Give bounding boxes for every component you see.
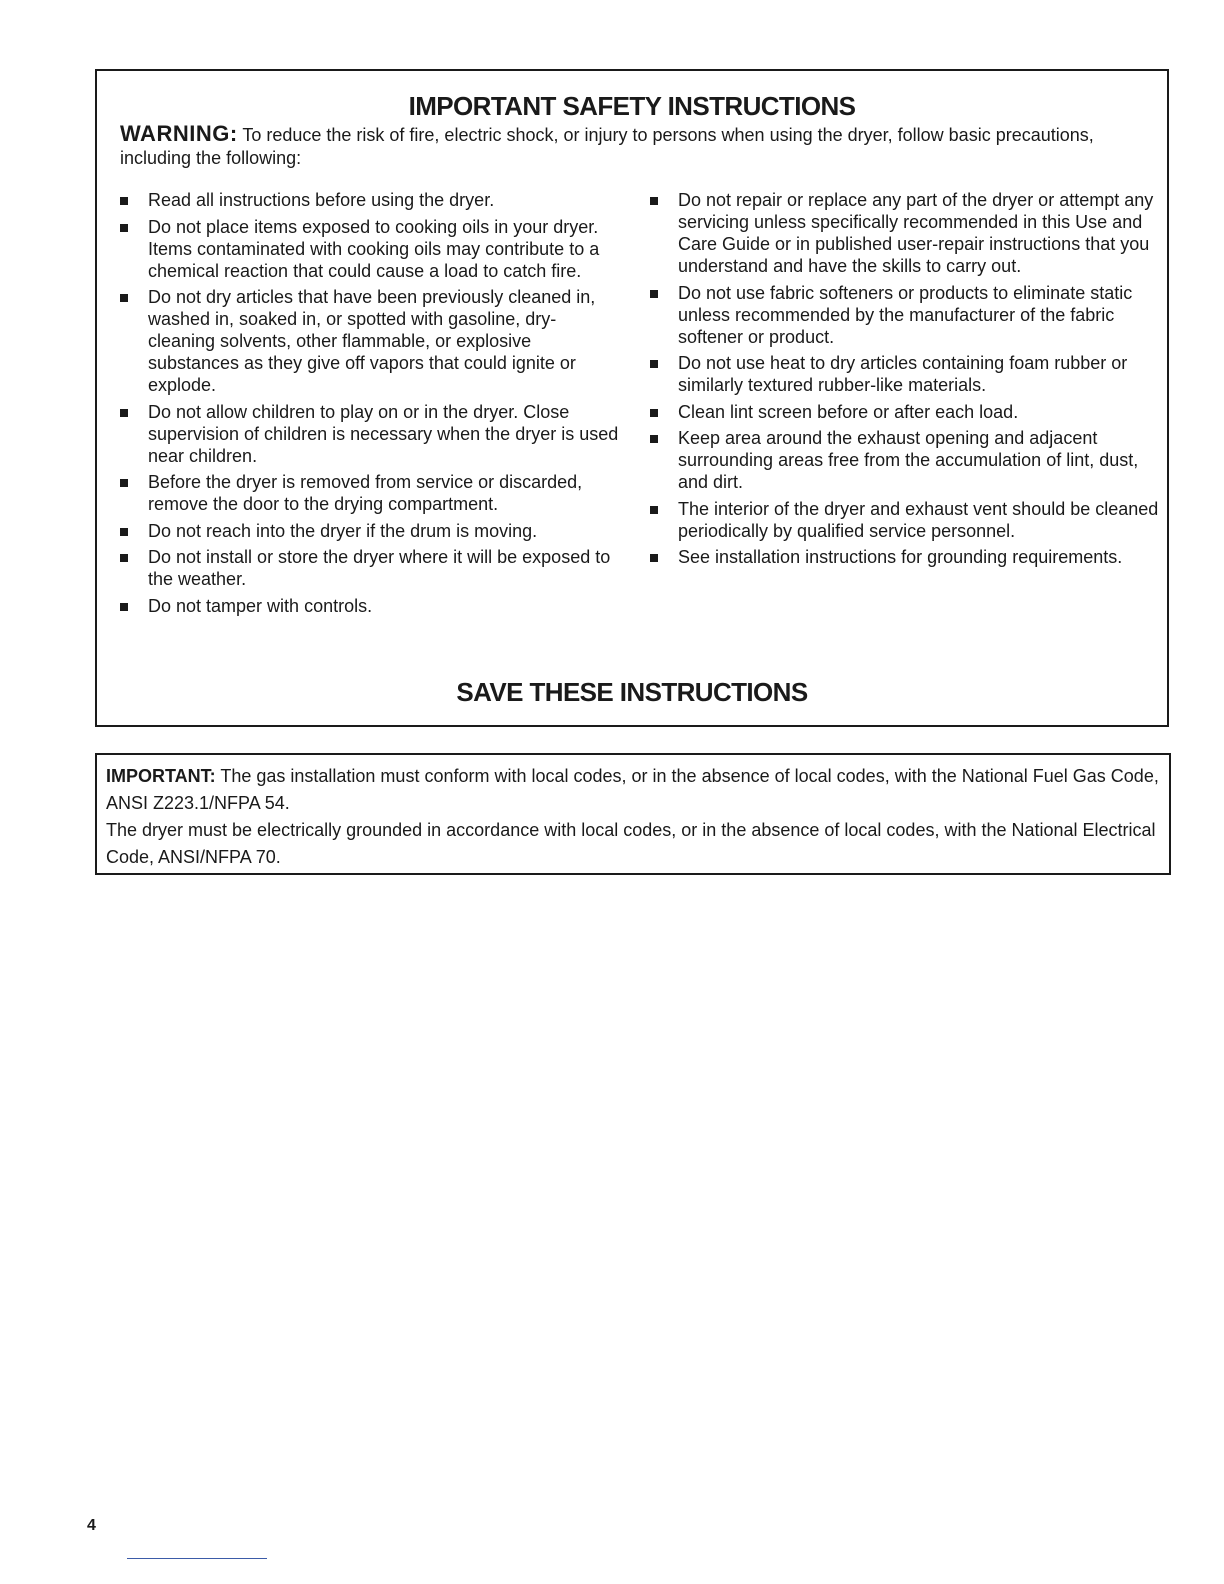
safety-instructions-box bbox=[95, 69, 1169, 727]
square-bullet-icon bbox=[120, 409, 128, 417]
warning-paragraph bbox=[120, 122, 1150, 170]
list-item-text: Before the dryer is removed from service or discarded, remove the door to the drying compartment. bbox=[148, 472, 583, 514]
important-label: IMPORTANT: bbox=[106, 766, 216, 786]
list-item bbox=[120, 471, 620, 515]
save-instructions-title: SAVE THESE INSTRUCTIONS bbox=[456, 677, 808, 707]
list-item bbox=[650, 401, 1160, 423]
square-bullet-icon bbox=[120, 224, 128, 232]
list-item-text: Do not place items exposed to cooking oils in your dryer. Items contaminated with cooking oils may contribute to a chemical reaction that could cause a load to catch fire. bbox=[148, 216, 600, 281]
square-bullet-icon bbox=[650, 409, 658, 417]
list-item-text: Do not use heat to dry articles containing foam rubber or similarly textured rubber-like materials. bbox=[678, 353, 1128, 395]
list-item bbox=[650, 189, 1160, 277]
square-bullet-icon bbox=[650, 506, 658, 514]
warning-text: To reduce the risk of fire, electric shock, or injury to persons when using the dryer, follow basic precautions, including the following: bbox=[120, 125, 1094, 168]
important-paragraph-gas bbox=[106, 763, 1159, 817]
safety-list-right bbox=[650, 189, 1160, 573]
list-item-text: Read all instructions before using the dryer. bbox=[148, 190, 495, 210]
list-item bbox=[120, 286, 620, 396]
square-bullet-icon bbox=[120, 528, 128, 536]
important-text-gas: The gas installation must conform with local codes, or in the absence of local codes, with the National Fuel Gas Code, ANSI Z223.1/NFPA 54. bbox=[106, 766, 1159, 813]
square-bullet-icon bbox=[120, 479, 128, 487]
list-item bbox=[650, 282, 1160, 348]
safety-title: IMPORTANT SAFETY INSTRUCTIONS bbox=[408, 91, 856, 121]
safety-list-left bbox=[120, 189, 620, 621]
important-notice-box bbox=[95, 753, 1171, 875]
list-item bbox=[650, 546, 1160, 568]
list-item-text: Clean lint screen before or after each load. bbox=[678, 401, 1019, 422]
list-item-text: Do not install or store the dryer where it will be exposed to the weather. bbox=[148, 547, 611, 589]
list-item-text: See installation instructions for grounding requirements. bbox=[678, 547, 1123, 567]
important-paragraph-electrical: The dryer must be electrically grounded in accordance with local codes, or in the absence of local codes, with the National Electrical Code, ANSI/NFPA 70. bbox=[106, 820, 1156, 867]
footer-divider bbox=[127, 1558, 267, 1559]
list-item-text: Do not dry articles that have been previously cleaned in, washed in, soaked in, or spotted with gasoline, dry-cleaning solvents, other flammable, or explosive substances as they give off vapors that could ignite or explode. bbox=[148, 287, 596, 395]
list-item-text: Keep area around the exhaust opening and adjacent surrounding areas free from the accumulation of lint, dust, and dirt. bbox=[678, 428, 1139, 492]
list-item bbox=[120, 401, 620, 467]
square-bullet-icon bbox=[120, 197, 128, 205]
square-bullet-icon bbox=[120, 603, 128, 611]
square-bullet-icon bbox=[650, 360, 658, 368]
list-item-text: Do not allow children to play on or in the dryer. Close supervision of children is necessary when the dryer is used near children. bbox=[148, 401, 619, 466]
list-item-text: The interior of the dryer and exhaust vent should be cleaned periodically by qualified service personnel. bbox=[678, 498, 1159, 541]
square-bullet-icon bbox=[650, 554, 658, 562]
square-bullet-icon bbox=[120, 294, 128, 302]
square-bullet-icon bbox=[650, 435, 658, 443]
list-item bbox=[120, 520, 620, 542]
list-item-text: Do not use fabric softeners or products to eliminate static unless recommended by the manufacturer of the fabric softener or product. bbox=[678, 282, 1133, 347]
list-item-text: Do not reach into the dryer if the drum is moving. bbox=[148, 520, 538, 541]
list-item bbox=[120, 595, 620, 617]
list-item bbox=[650, 427, 1160, 493]
list-item bbox=[120, 216, 620, 282]
list-item bbox=[650, 352, 1160, 396]
list-item bbox=[120, 189, 620, 211]
list-item bbox=[120, 546, 620, 590]
square-bullet-icon bbox=[650, 290, 658, 298]
warning-label: WARNING: bbox=[120, 121, 238, 146]
list-item-text: Do not repair or replace any part of the dryer or attempt any servicing unless specifically recommended in this Use and Care Guide or in published user-repair instructions that you understand and have the skills to carry out. bbox=[678, 190, 1154, 276]
square-bullet-icon bbox=[650, 197, 658, 205]
page-number: 4 bbox=[87, 1517, 96, 1534]
list-item-text: Do not tamper with controls. bbox=[148, 595, 373, 616]
list-item bbox=[650, 498, 1160, 542]
square-bullet-icon bbox=[120, 554, 128, 562]
